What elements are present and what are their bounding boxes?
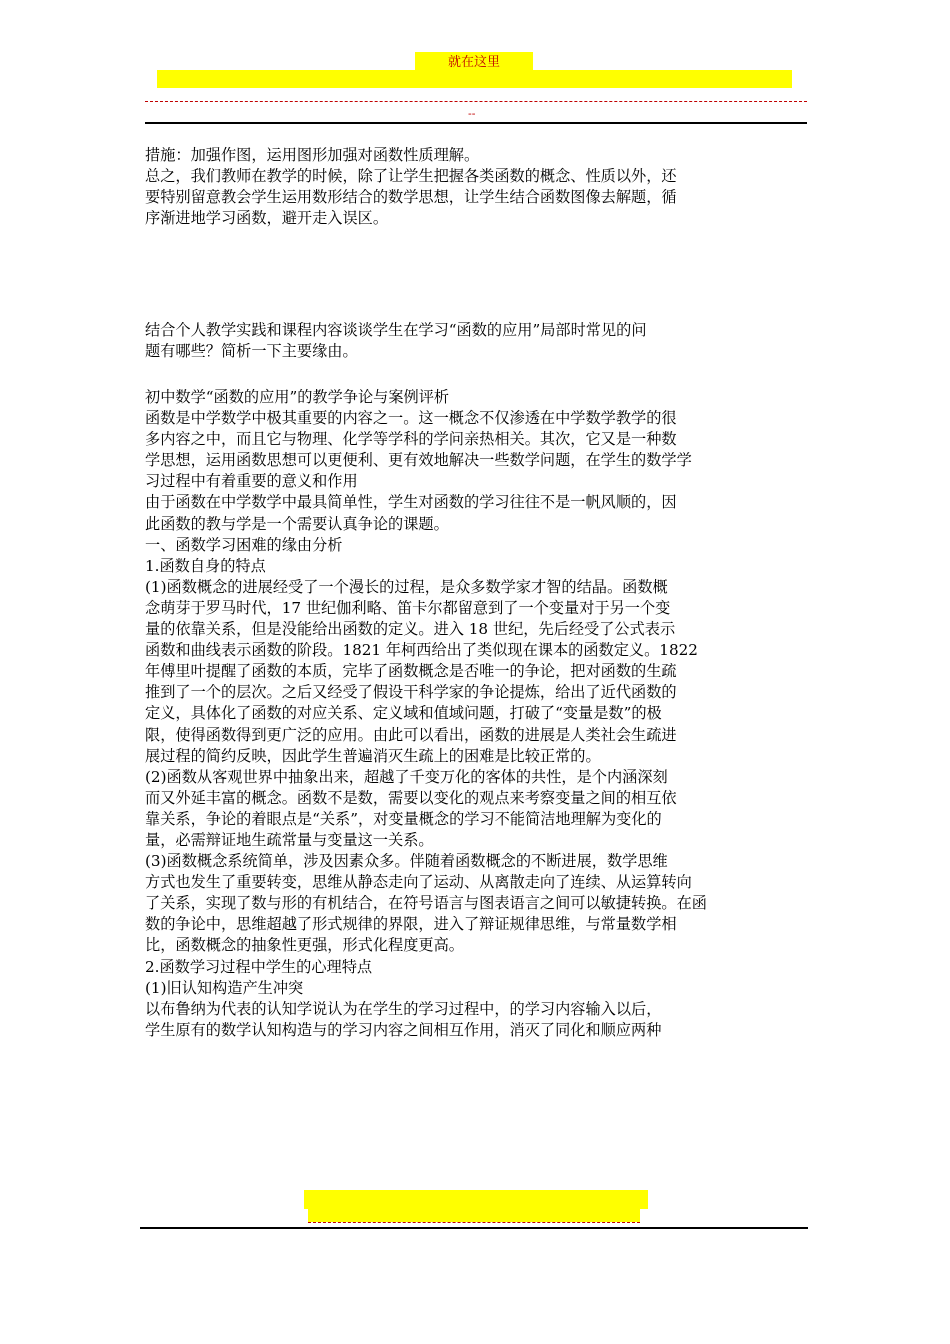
paragraph-line: 靠关系，争论的着眼点是“关系”，对变量概念的学习不能简洁地理解为变化的 [145, 809, 662, 828]
text-block-1 [145, 145, 817, 229]
paragraph-line: 习过程中有着重要的意义和作用 [145, 472, 358, 491]
paragraph-line: (1)旧认知构造产生冲突 [145, 978, 304, 997]
paragraph-line: 多内容之中，而且它与物理、化学等学科的学问亲热相关。其次，它又是一种数 [145, 430, 677, 449]
header-rule [145, 122, 807, 124]
paragraph-line: 措施：加强作图，运用图形加强对函数性质理解。 [145, 146, 480, 164]
paragraph-line: 而又外延丰富的概念。函数不是数，需要以变化的观点来考察变量之间的相互依 [145, 788, 677, 807]
article-title: 初中数学“函数的应用”的教学争论与案例评析 [145, 388, 450, 406]
paragraph-line: 方式也发生了重要转变，思维从静态走向了运动、从离散走向了连续、从运算转向 [145, 873, 692, 892]
header-tab [415, 52, 533, 74]
subsection-heading: 1.函数自身的特点 [145, 556, 266, 575]
paragraph-line: 推到了一个的层次。之后又经受了假设干科学家的争论提炼，给出了近代函数的 [145, 683, 677, 702]
paragraph-line: 学生原有的数学认知构造与的学习内容之间相互作用，消灭了同化和顺应两种 [145, 1020, 662, 1039]
section-heading: 一、函数学习困难的缘由分析 [145, 535, 343, 554]
paragraph-line: 结合个人教学实践和课程内容谈谈学生在学习“函数的应用”局部时常见的问 [145, 321, 647, 339]
paragraph-line: 念萌芽于罗马时代，17 世纪伽利略、笛卡尔都留意到了一个变量对于另一个变 [145, 598, 671, 617]
footer-dashed-rule [308, 1222, 640, 1223]
paragraph-line: 函数是中学数学中极其重要的内容之一。这一概念不仅渗透在中学数学教学的很 [145, 409, 677, 428]
subsection-heading: 2.函数学习过程中学生的心理特点 [145, 957, 373, 976]
paragraph-line: (3)函数概念系统简单，涉及因素众多。伴随着函数概念的不断进展，数学思维 [145, 852, 668, 871]
header-tab-label: 就在这里 [447, 55, 500, 70]
paragraph-line: 此函数的教与学是一个需要认真争论的课题。 [145, 514, 449, 533]
paragraph-line: 学思想，运用函数思想可以更便利、更有效地解决一些数学问题，在学生的数学学 [145, 451, 692, 470]
paragraph-line: (2)函数从客观世界中抽象出来，超越了千变万化的客体的共性，是个内涵深刻 [145, 767, 668, 786]
paragraph-line: 以布鲁纳为代表的认知学说认为在学生的学习过程中，的学习内容输入以后， [145, 999, 662, 1018]
text-block-2 [145, 320, 817, 362]
paragraph-line: 定义，具体化了函数的对应关系、定义域和值域问题，打破了“变量是数”的极 [145, 704, 662, 723]
paragraph-line: 数的争论中，思维超越了形式规律的界限，进入了辩证规律思维，与常量数学相 [145, 915, 677, 934]
footer-highlight-bar [304, 1190, 648, 1209]
paragraph-line: (1)函数概念的进展经受了一个漫长的过程，是众多数学家才智的结晶。函数概 [145, 577, 668, 596]
paragraph-line: 了关系，实现了数与形的有机结合，在符号语言与图表语言之间可以敏捷转换。在函 [145, 894, 707, 913]
paragraph-line: 量，必需辩证地生疏常量与变量这一关系。 [145, 830, 434, 849]
paragraph-line: 年傅里叶提醒了函数的本质，完毕了函数概念是否唯一的争论，把对函数的生疏 [145, 662, 677, 681]
paragraph-line: 限，使得函数得到更广泛的应用。由此可以看出，函数的进展是人类社会生疏进 [145, 725, 677, 744]
paragraph-line: 题有哪些？简析一下主要缘由。 [145, 342, 358, 361]
paragraph-line: 比，函数概念的抽象性更强，形式化程度更高。 [145, 936, 464, 955]
header-dashed-rule [145, 101, 807, 102]
header-dash-mark: -- [468, 107, 476, 120]
paragraph-line: 要特别留意教会学生运用数形结合的数学思想，让学生结合函数图像去解题，循 [145, 188, 677, 207]
paragraph-line: 函数和曲线表示函数的阶段。1821 年柯西给出了类似现在课本的函数定义。1822 [145, 641, 698, 660]
paragraph-line: 展过程的简约反映，因此学生普遍消灭生疏上的困难是比较正常的。 [145, 746, 601, 765]
paragraph-line: 总之，我们教师在教学的时候，除了让学生把握各类函数的概念、性质以外，还 [145, 167, 677, 186]
footer-rule [140, 1227, 808, 1229]
paragraph-line: 由于函数在中学数学中最具简单性，学生对函数的学习往往不是一帆风顺的，因 [145, 493, 677, 512]
text-block-3 [145, 387, 817, 1041]
paragraph-line: 序渐进地学习函数，避开走入误区。 [145, 209, 388, 228]
footer-highlight-bar-lower [308, 1208, 640, 1222]
paragraph-line: 量的依靠关系，但是没能给出函数的定义。进入 18 世纪，先后经受了公式表示 [145, 620, 676, 639]
